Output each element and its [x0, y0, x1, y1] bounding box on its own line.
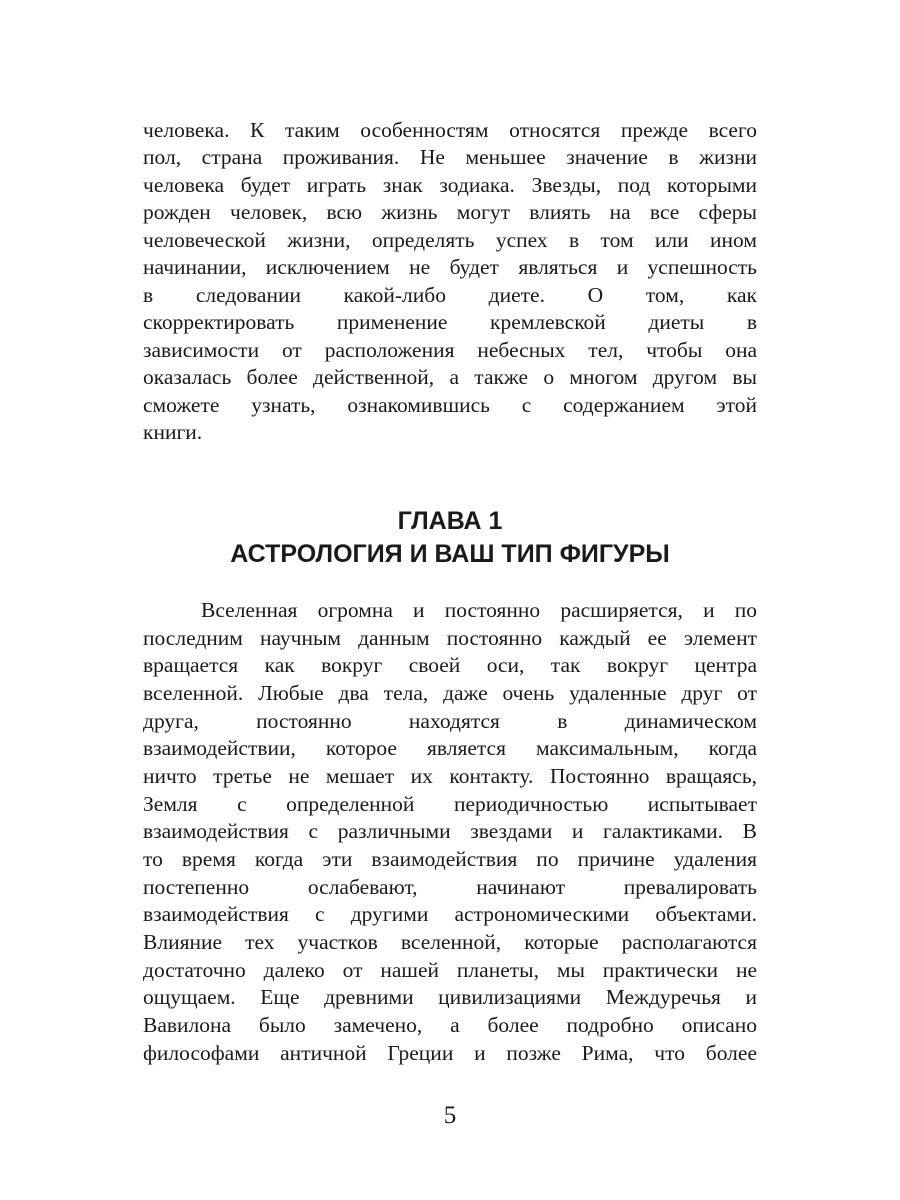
text-line: Вавилона было замечено, а более подробно описано [143, 1013, 757, 1037]
chapter-title: АСТРОЛОГИЯ И ВАШ ТИП ФИГУРЫ [230, 540, 670, 568]
text-line: книги. [143, 420, 203, 444]
text-line: оказалась более действенной, а также о многом другом вы [143, 365, 757, 389]
text-line: начинании, исключением не будет являться и успешность [143, 255, 757, 279]
text-line: рожден человек, всю жизнь могут влиять на все сферы [143, 200, 757, 224]
text-line: то время когда эти взаимодействия по причине удаления [143, 847, 757, 871]
text-line: вселенной. Любые два тела, даже очень удаленные друг от [143, 681, 757, 705]
text-line: сможете узнать, ознакомившись с содержанием этой [143, 393, 757, 417]
text-line: достаточно далеко от нашей планеты, мы практически не [143, 958, 757, 982]
text-line: зависимости от расположения небесных тел, чтобы она [143, 338, 757, 362]
text-line: человеческой жизни, определять успех в том или ином [143, 228, 757, 252]
text-line: последним научным данным постоянно каждый ее элемент [143, 626, 757, 650]
text-line: скорректировать применение кремлевской диеты в [143, 310, 757, 334]
text-line: человека будет играть знак зодиака. Звезды, под которыми [143, 173, 757, 197]
text-line: взаимодействия с другими астрономическими объектами. [143, 902, 757, 926]
chapter-number: ГЛАВА 1 [397, 507, 503, 535]
text-line: в следовании какой-либо диете. О том, как [143, 283, 757, 307]
text-line: взаимодействии, которое является максимальным, когда [143, 736, 757, 760]
page-number: 5 [443, 1102, 457, 1129]
text-line: вращается как вокруг своей оси, так вокруг центра [143, 653, 757, 677]
text-line: пол, страна проживания. Не меньшее значение в жизни [143, 145, 757, 169]
text-line: философами античной Греции и позже Рима, что более [143, 1041, 757, 1065]
text-line: ощущаем. Еще древними цивилизациями Междуречья и [143, 985, 757, 1009]
text-line: ничто третье не мешает их контакту. Постоянно вращаясь, [143, 764, 757, 788]
text-line: Вселенная огромна и постоянно расширяется, и по [201, 598, 757, 622]
text-line: постепенно ослабевают, начинают превалировать [143, 875, 757, 899]
text-line: друга, постоянно находятся в динамическом [143, 709, 757, 733]
text-line: Влияние тех участков вселенной, которые располагаются [143, 930, 757, 954]
text-line: человека. К таким особенностям относятся прежде всего [143, 118, 757, 142]
text-line: взаимодействия с различными звездами и галактиками. В [143, 819, 757, 843]
text-line: Земля с определенной периодичностью испытывает [143, 792, 757, 816]
